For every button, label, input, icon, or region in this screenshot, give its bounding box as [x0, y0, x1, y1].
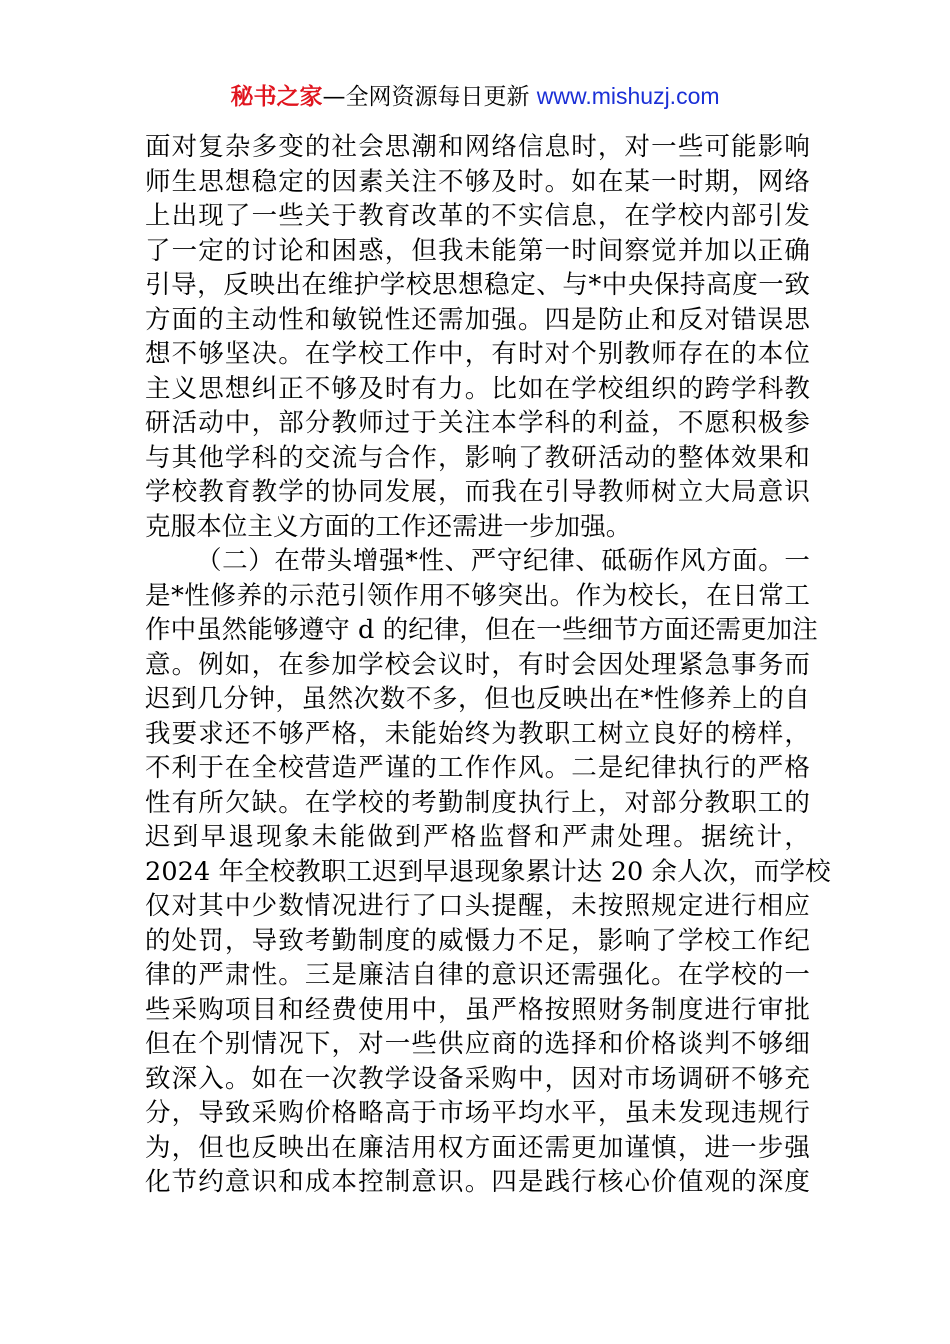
text-line: 分，导致采购价格略高于市场平均水平，虽未发现违规行 — [145, 1098, 810, 1128]
text-line: 迟到几分钟，虽然次数不多，但也反映出在*性修养上的自 — [145, 684, 810, 714]
site-header — [0, 80, 950, 113]
text-line: 但在个别情况下，对一些供应商的选择和价格谈判不够细 — [145, 1029, 810, 1059]
text-line: 师生思想稳定的因素关注不够及时。如在某一时期，网络 — [145, 166, 810, 197]
text-line: 2024 年全校教职工迟到早退现象累计达 20 余人次，而学校 — [145, 856, 831, 887]
text-line: 引导，反映出在维护学校思想稳定、与*中央保持高度一致 — [145, 270, 810, 300]
text-line: 上出现了一些关于教育改革的不实信息，在学校内部引发 — [145, 201, 810, 231]
text-line: 意。例如，在参加学校会议时，有时会因处理紧急事务而 — [145, 649, 810, 680]
site-url-link[interactable]: www.mishuzj.com — [536, 83, 720, 109]
text-line: 性有所欠缺。在学校的考勤制度执行上，对部分教职工的 — [145, 787, 810, 818]
text-line: 我要求还不够严格，未能始终为教职工树立良好的榜样， — [145, 718, 810, 749]
text-line: 主义思想纠正不够及时有力。比如在学校组织的跨学科教 — [145, 373, 810, 404]
text-line: 是*性修养的示范引领作用不够突出。作为校长，在日常工 — [145, 580, 810, 611]
text-line: 的处罚，导致考勤制度的威慑力不足，影响了学校工作纪 — [145, 925, 810, 956]
text-line: 面对复杂多变的社会思潮和网络信息时，对一些可能影响 — [145, 132, 810, 162]
text-line-paragraph-end: 克服本位主义方面的工作还需进一步加强。 — [145, 511, 632, 542]
text-line: 作中虽然能够遵守 d 的纪律，但在一些细节方面还需更加注 — [145, 615, 818, 645]
site-tagline: —全网资源每日更新 — [322, 84, 537, 110]
text-line: 与其他学科的交流与合作，影响了教研活动的整体效果和 — [145, 442, 810, 473]
text-line: 不利于在全校营造严谨的工作作风。二是纪律执行的严格 — [145, 753, 810, 783]
site-brand: 秘书之家 — [230, 84, 323, 110]
document-body — [145, 130, 831, 1200]
text-line: 些采购项目和经费使用中，虽严格按照财务制度进行审批 — [145, 994, 810, 1025]
text-line: 了一定的讨论和困惑，但我未能第一时间察觉并加以正确 — [145, 235, 810, 266]
text-line: 想不够坚决。在学校工作中，有时对个别教师存在的本位 — [145, 339, 810, 369]
text-line: 致深入。如在一次教学设备采购中，因对市场调研不够充 — [145, 1063, 810, 1094]
text-line: 方面的主动性和敏锐性还需加强。四是防止和反对错误思 — [145, 304, 810, 335]
text-line: 迟到早退现象未能做到严格监督和严肃处理。据统计， — [145, 822, 810, 852]
text-line: 学校教育教学的协同发展，而我在引导教师树立大局意识 — [145, 477, 810, 507]
section-heading-line: （二）在带头增强*性、严守纪律、砥砺作风方面。一 — [196, 546, 810, 576]
text-line: 化节约意识和成本控制意识。四是践行核心价值观的深度 — [145, 1167, 810, 1197]
text-line: 为，但也反映出在廉洁用权方面还需更加谨慎，进一步强 — [145, 1132, 810, 1163]
text-line: 律的严肃性。三是廉洁自律的意识还需强化。在学校的一 — [145, 960, 810, 990]
text-line: 仅对其中少数情况进行了口头提醒，未按照规定进行相应 — [145, 891, 810, 921]
text-line: 研活动中，部分教师过于关注本学科的利益，不愿积极参 — [145, 408, 810, 438]
